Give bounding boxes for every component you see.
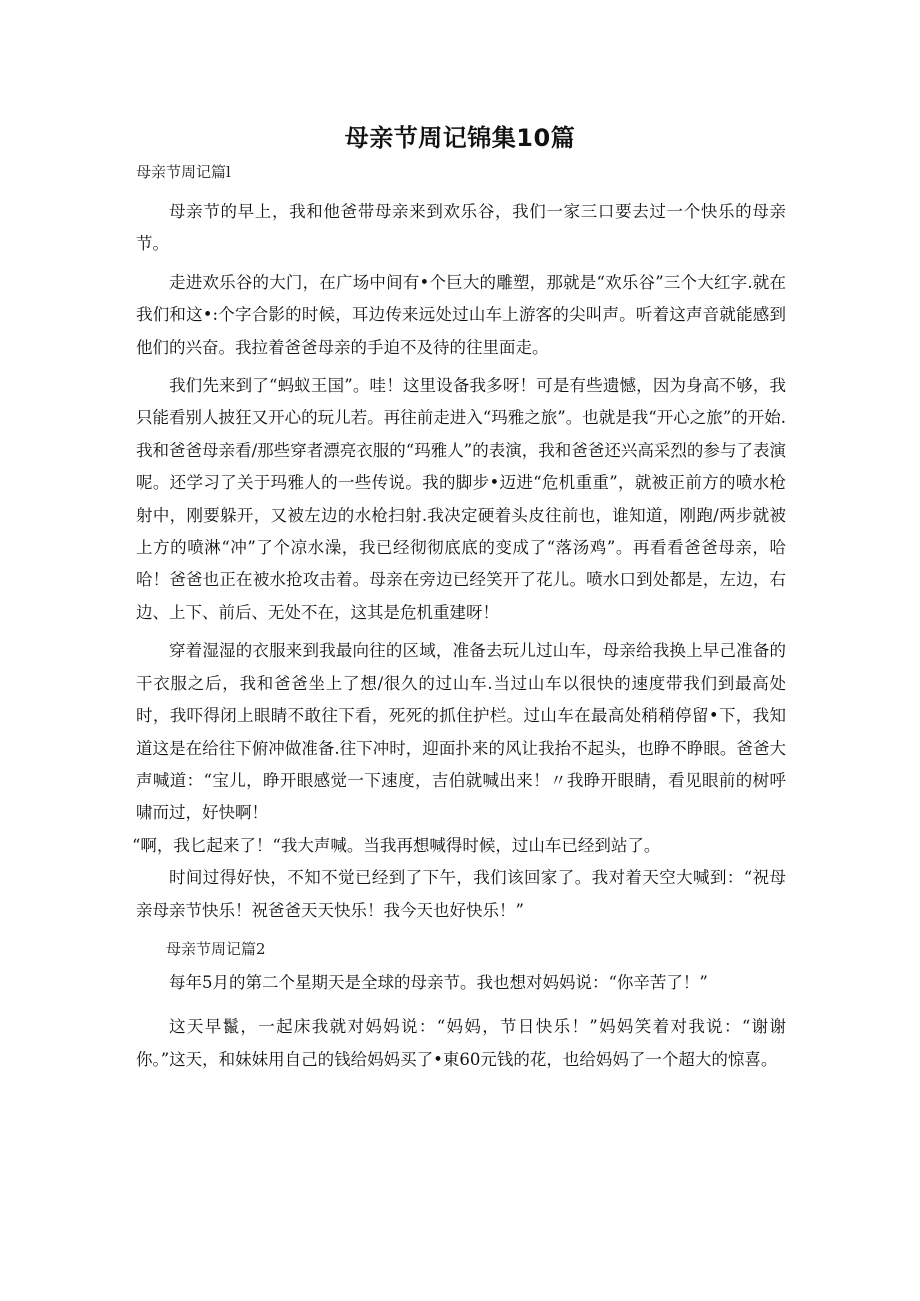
paragraph: 穿着湿湿的衣服来到我最向往的区域，准备去玩儿过山车，母亲给我换上早己准备的干衣服之后，我和爸爸坐上了想/很久的过山车.当过山车以很快的速度带我们到最高处时，我吓得闭上眼睛不敢往下看，死死的抓住护栏。过山车在最高处稍稍停留•下，我知道这是在给往下俯冲做准备.往下冲时，迎面扑来的风让我抬不起头，也睁不睁眼。爸爸大声喊道：“宝儿，睁开眼感觉一下速度，吉伯就喊出来！〃我睁开眼睛，看见眼前的树呼啸而过，好快啊！ (136, 641, 786, 823)
paragraph: 这天早鬣，一起床我就对妈妈说：“妈妈，节日快乐！”妈妈笑着对我说：“谢谢你。”这天，和妹妹用自己的钱给妈妈买了•東60元钱的花，也给妈妈了一个超大的惊喜。 (136, 1017, 786, 1069)
paragraph: 母亲节的早上，我和他爸带母亲来到欢乐谷，我们一家三口要去过一个快乐的母亲节。 (136, 202, 786, 254)
document-title: 母亲节周记锦集10篇 (344, 124, 576, 152)
paragraph: 走进欢乐谷的大门，在广场中间有•个巨大的雕塑，那就是“欢乐谷”三个大红字.就在我们和这•:个字合影的时候，耳边传来远处过山车上游客的尖叫声。听着这声音就能感到他们的兴奋。我拉着爸爸母亲的手迫不及待的往里面走。 (136, 272, 786, 357)
paragraph: 我们先来到了“蚂蚁王国”。哇！这里设备我多呀！可是有些遗憾，因为身高不够，我只能看别人披狂又开心的玩儿若。再往前走进入“玛雅之旅”。也就是我“开心之旅”的开始.我和爸爸母亲看/那些穿者漂亮衣服的“玛雅人”的表演，我和爸爸还兴高采烈的参与了表演呢。还学习了关于玛雅人的一些传说。我的脚步•迈进“危机重重”，就被正前方的喷水枪射中，刚要躲开，又被左边的水枪扫射.我决定硬着头皮往前也，谁知道，刚跑/两步就被上方的喷淋“冲”了个凉水澡，我已经彻彻底底的变成了“落汤鸡”。再看看爸爸母亲，哈哈！爸爸也正在被水抢攻击着。母亲在旁边已经笑开了花儿。喷水口到处都是，左边，右边、上下、前后、无处不在，这其是危机重建呀！ (136, 376, 786, 622)
section-heading: 母亲节周记篇l (136, 163, 231, 181)
document-body (132, 160, 786, 1076)
paragraph: “啊，我匕起来了！“我大声喊。当我再想喊得时候，过山车已经到站了。 (132, 835, 661, 855)
paragraph: 每年5月的第二个星期天是全球的母亲节。我也想对妈妈说：“你辛苦了！” (169, 972, 708, 992)
paragraph: 时间过得好快，不知不觉已经到了下午，我们该回家了。我对着天空大喊到：“祝母亲母亲节快乐！祝爸爸天天快乐！我今天也好快乐！” (136, 868, 786, 920)
section-heading: 母亲节周记篇2 (166, 939, 266, 958)
